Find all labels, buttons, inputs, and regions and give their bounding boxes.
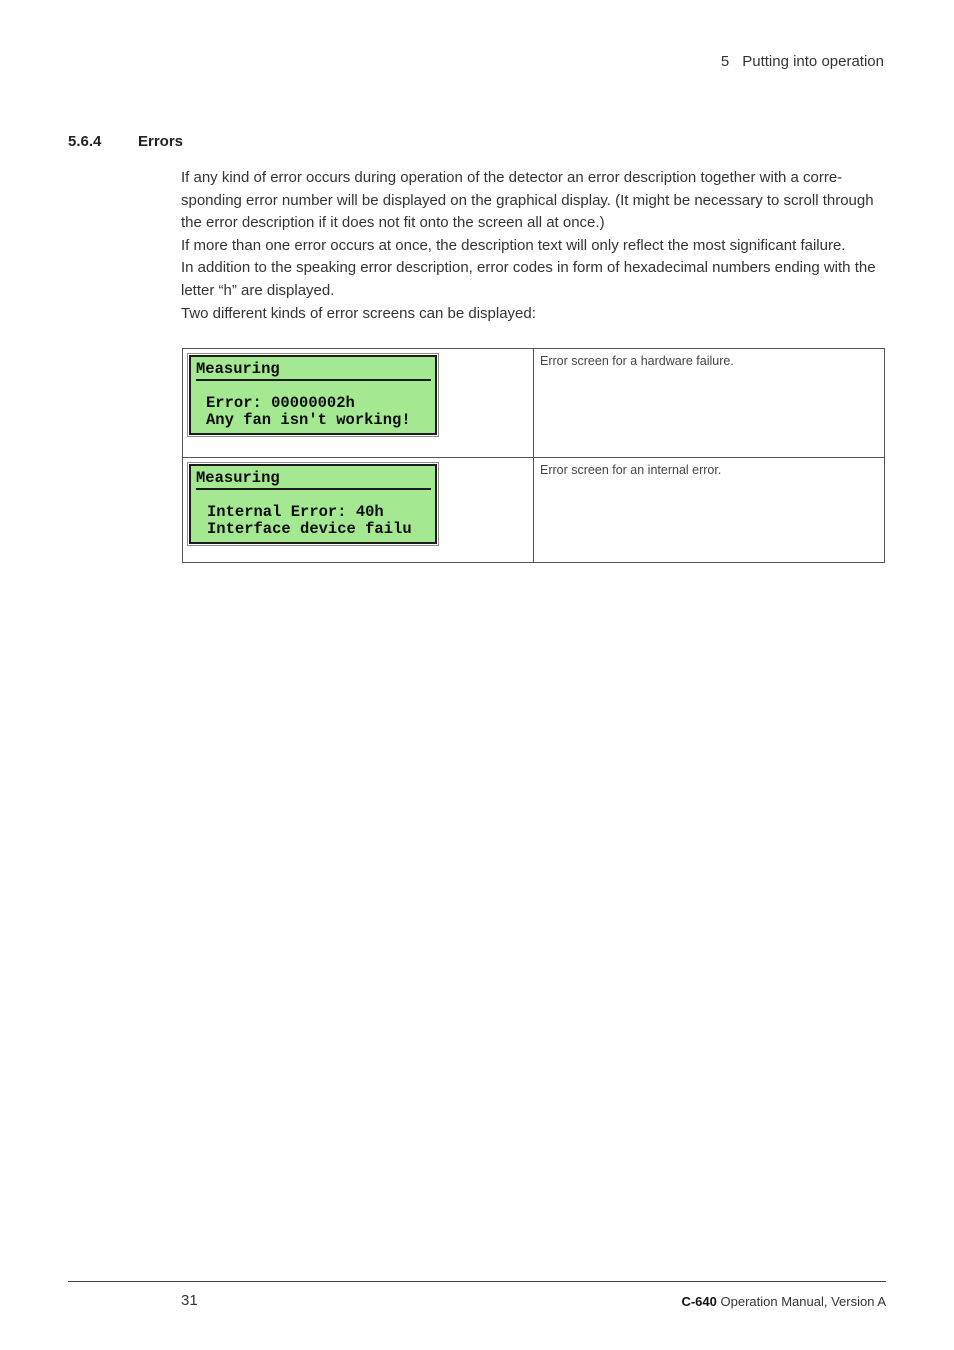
error-screens-table [182, 348, 885, 563]
body-text [181, 167, 886, 325]
table-row [183, 349, 885, 458]
page-number: 31 [181, 1292, 198, 1309]
lcd-line: Error: 00000002h [206, 394, 355, 412]
section-number: 5.6.4 [68, 133, 102, 150]
chapter-title: Putting into operation [742, 53, 884, 70]
lcd-display-internal-error [189, 464, 437, 544]
model-name: C-640 [681, 1294, 717, 1309]
running-header [721, 53, 884, 70]
screen-image-cell [183, 349, 534, 458]
paragraph: If more than one error occurs at once, the description text will only reflect the most significant failure. [181, 236, 846, 254]
section-heading [68, 133, 183, 150]
section-title: Errors [138, 133, 184, 150]
paragraph: In addition to the speaking error description, error codes in form of hexadecimal numbers ending with the letter “h” are displayed. [181, 259, 876, 299]
chapter-number: 5 [720, 53, 730, 70]
lcd-line: Internal Error: 40h [207, 503, 384, 521]
paragraph: Two different kinds of error screens can be displayed: [181, 304, 536, 322]
doc-title: Operation Manual, Version A [720, 1294, 886, 1309]
table-row [183, 458, 885, 563]
lcd-display-hardware-error [189, 355, 437, 435]
footer-divider [68, 1281, 886, 1282]
lcd-line: Any fan isn't working! [206, 411, 411, 429]
lcd-title: Measuring [196, 360, 431, 381]
lcd-line: Interface device failu [207, 520, 412, 538]
lcd-title: Measuring [196, 469, 431, 490]
screen-image-cell [183, 458, 534, 563]
footer-doc-title [681, 1294, 886, 1309]
paragraph: If any kind of error occurs during operation of the detector an error description together with a corre-sponding error number will be displayed on the graphical display. (It might be necessary to scroll through the error description if it does not fit onto the screen all at once.) [181, 169, 874, 232]
screen-description: Error screen for an internal error. [534, 458, 885, 563]
screen-description: Error screen for a hardware failure. [534, 349, 885, 458]
